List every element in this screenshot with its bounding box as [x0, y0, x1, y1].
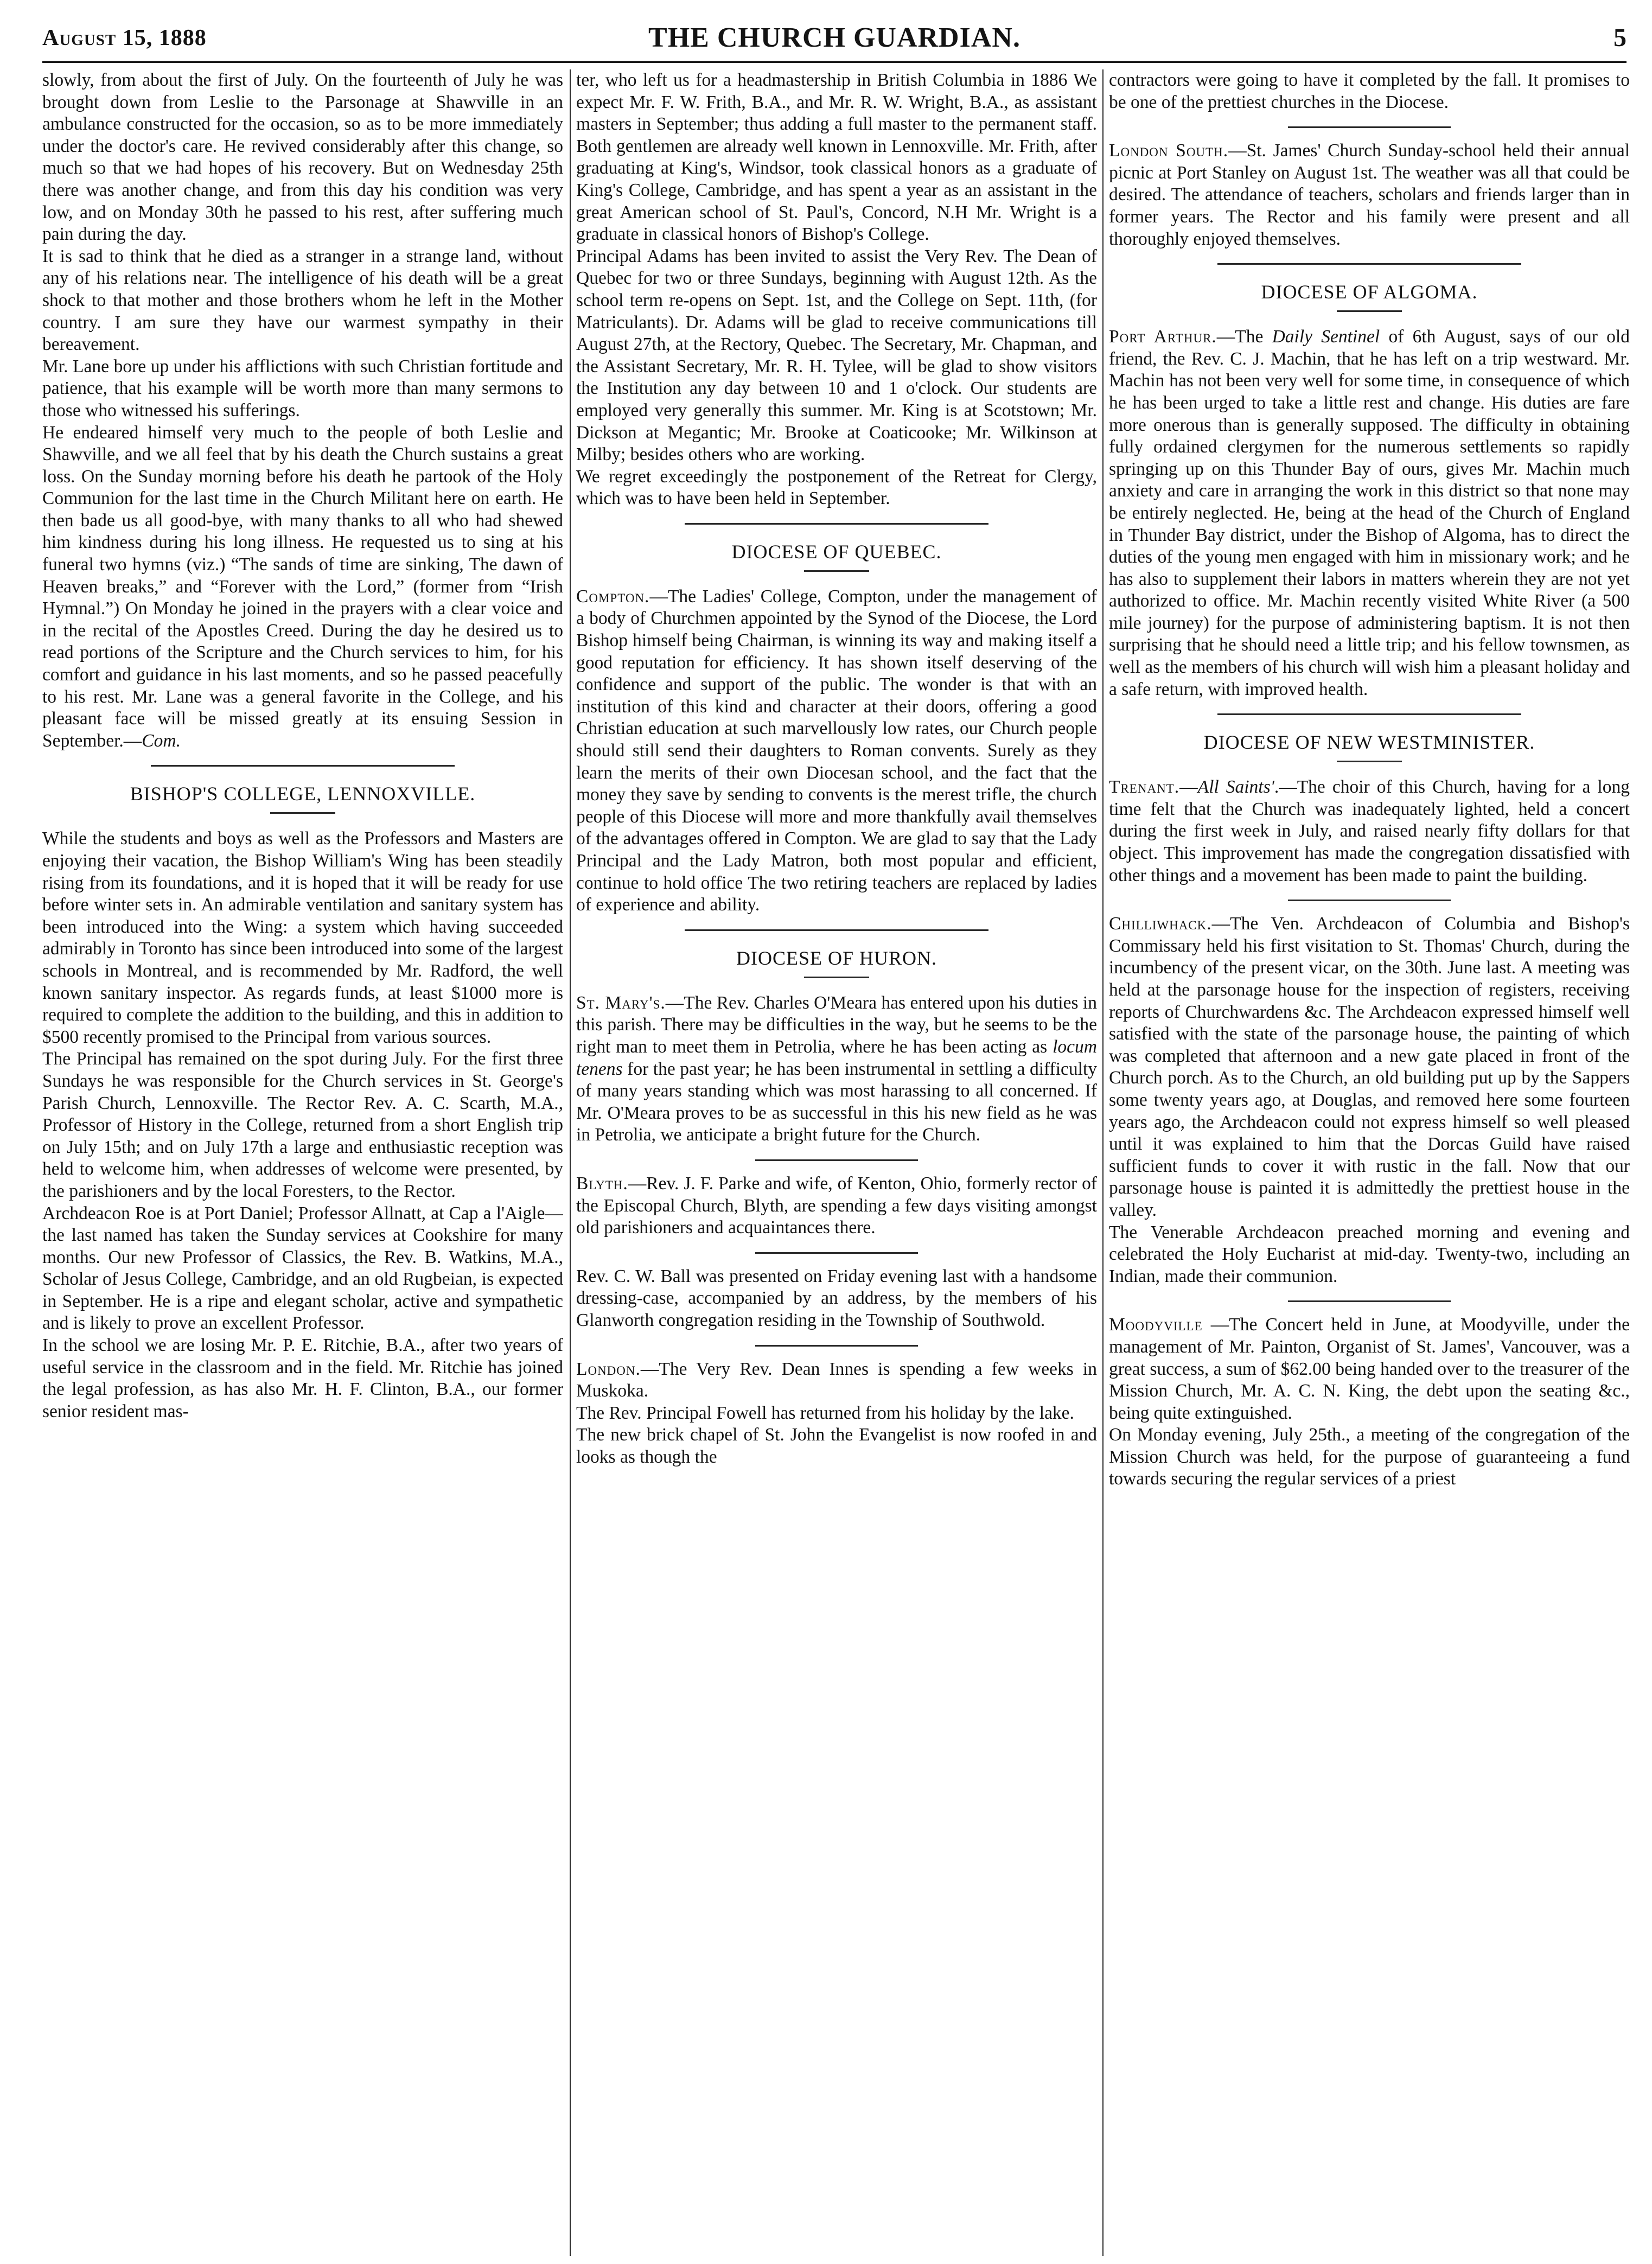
paragraph-text: —The Ladies' College, Compton, under the management of a body of Churchmen appointed by the Synod of the Diocese, the Lord Bishop himself being Chairman, is winning its way and making itself a good reputation for efficiency. It has shown itself deserving of the confidence and support of the public. The wonder is that with an institution of this kind and character at their doors, offering a good Christian education at such marvellously low rates, our Church people should still send their daughters to Roman convents. Surely as they learn the merits of their own Diocesan school, and the fact that the money they save by sending to convents is the merest trifle, the church people of this Diocese will more and more thankfully avail themselves of the advantages offered in Compton. We are glad to say that the Lady Principal and the Lady Matron, both most popular and efficient, continue to hold office The two retiring teachers are replaced by ladies of experience and ability.	[576, 586, 1097, 915]
column-2	[576, 69, 1097, 2256]
place-lead: Blyth.	[576, 1173, 628, 1194]
section-heading-huron: DIOCESE OF HURON.	[736, 947, 937, 969]
paragraph	[1109, 776, 1630, 887]
paragraph-text: —The Very Rev. Dean Innes is spending a few weeks in Muskoka.	[576, 1359, 1097, 1401]
place-lead: Compton.	[576, 586, 650, 607]
item-rule	[755, 1252, 918, 1254]
paragraph: The Rev. Principal Fowell has returned from his holiday by the lake.	[576, 1402, 1074, 1423]
paragraph: It is sad to think that he died as a stranger in a strange land, without any of his relations near. The intelligence of his death will be a great shock to that mother and those brothers whom he left in the Mother country. I am sure they have our warmest sympathy in their bereavement.	[42, 246, 563, 355]
paragraph-text: —	[1179, 777, 1198, 798]
section-heading-new-westminister: DIOCESE OF NEW WESTMINISTER.	[1203, 731, 1535, 754]
paragraph: The Venerable Archdeacon preached morning and evening and celebrated the Holy Eucharist at mid-day. Twenty-two, including an Indian, made their communion.	[1109, 1222, 1630, 1286]
item-rule	[755, 1159, 918, 1161]
column-1	[42, 69, 563, 2256]
paragraph-text: —The Concert held in June, at Moodyville, under the management of Mr. Painton, Organist of St. James', Vancouver, was a great success, a sum of $62.00 being handed over to the treasurer of the Mission Church, Mr. A. C. N. King, the debt upon the seating &c., being quite extinguished.	[1109, 1315, 1630, 1423]
newspaper-title: THE CHURCH GUARDIAN.	[648, 22, 1020, 53]
paragraph: The Principal has remained on the spot during July. For the first three Sundays he was responsible for the Church services in St. George's Parish Church, Lennoxville. The Rector Rev. A. C. Scarth, M.A., Professor of History in the College, returned from a short English trip on July 15th; and on July 17th a large and enthusiastic reception was held to welcome him, when addresses of welcome were presented, by the parishioners and by the local Foresters, to the Rector.	[42, 1049, 563, 1201]
paragraph	[42, 422, 563, 752]
page-number: 5	[1613, 23, 1627, 52]
paragraph	[1109, 913, 1630, 1221]
paragraph: ter, who left us for a headmastership in British Columbia in 1886 We expect Mr. F. W. Frith, B.A., and Mr. R. W. Wright, B.A., as assistant masters in September; thus adding a full master to the permanent staff. Both gentlemen are already well known in Lennoxville. Mr. Frith, after graduating at King's, Windsor, took classical honors as a graduate of King's College, Cambridge, and has spent a year as an assistant in the great American school of St. Paul's, Concord, N.H Mr. Wright is a graduate in classical honors of Bishop's College.	[576, 70, 1097, 245]
paragraph: On Monday evening, July 25th., a meeting of the congregation of the Mission Church was held, for the purpose of guaranteeing a fund towards securing the regular services of a priest	[1109, 1425, 1630, 1489]
paragraph-text: —St. James' Church Sunday-school held their annual picnic at Port Stanley on August 1st. The weather was all that could be desired. The attendance of teachers, scholars and friends larger than in former years. The Rector and his family were present and all thoroughly enjoyed themselves.	[1109, 141, 1630, 249]
paragraph-text: —The	[1216, 327, 1272, 347]
paragraph	[576, 992, 1097, 1146]
heading-rule	[804, 977, 869, 978]
paragraph-text: —The Rev. Charles O'Meara has entered upon his duties in this parish. There may be difficulties in the way, but he seems to be the right man to meet them in Petrolia, where he has been acting as	[576, 992, 1097, 1057]
paragraph	[576, 1359, 1097, 1402]
place-lead: London.	[576, 1359, 641, 1379]
paragraph: Principal Adams has been invited to assist the Very Rev. The Dean of Quebec for two or three Sundays, beginning with August 12th. As the school term re-opens on Sept. 1st, and the College on Sept. 11th, (for Matriculants). Dr. Adams will be glad to receive communications till August 27th, at the Rectory, Quebec. The Secretary, Mr. Chapman, and the Assistant Secretary, Mr. R. H. Tylee, will be glad to show visitors the Institution any day between 10 and 1 o'clock. Our students are employed very generally this summer. Mr. King is at Scotstown; Mr. Dickson at Megantic; Mr. Brooke at Coaticooke; Mr. Wilkinson at Milby; besides others who are working.	[576, 246, 1097, 465]
paragraph: While the students and boys as well as the Professors and Masters are enjoying their vacation, the Bishop William's Wing has been steadily rising from its foundations, and it is hoped that it will be ready for use before winter sets in. An admirable ventilation and sanitary system has been introduced into the Wing: a system which having succeeded admirably in Toronto has since been introduced into some of the largest schools in Montreal, and is recommended by Mr. Radford, the well known sanitary inspector. As regards funds, at least $1000 more is required to complete the addition to the building, and this in addition to $500 recently promised to the Principal from various sources.	[42, 828, 563, 1047]
item-rule	[1288, 900, 1451, 901]
paragraph: Archdeacon Roe is at Port Daniel; Professor Allnatt, at Cap a l'Aigle—the last named has taken the Sunday services at Cookshire for many months. Our new Professor of Classics, the Rev. B. Watkins, M.A., Scholar of Jesus College, Cambridge, and an old Rugbeian, is expected in September. He is a ripe and elegant scholar, active and sympathetic and is likely to prove an excellent Professor.	[42, 1203, 563, 1334]
place-lead: Trenant.	[1109, 777, 1180, 798]
paragraph: contractors were going to have it completed by the fall. It promises to be one of the prettiest churches in the Diocese.	[1109, 70, 1630, 112]
place-lead: Chilliwhack.	[1109, 914, 1212, 934]
paragraph	[1109, 140, 1630, 250]
paragraph-text: .—The choir of this Church, having for a long time felt that the Church was inadequately lighted, held a concert during the first week in July, and raised nearly fifty dollars for that object. This improvement has made the congregation dissatisfied with other things and a movement has been made to paint the building.	[1109, 777, 1630, 885]
heading-rule	[270, 812, 335, 814]
section-heading-algoma: DIOCESE OF ALGOMA.	[1261, 281, 1478, 303]
paragraph: Mr. Lane bore up under his afflictions with such Christian fortitude and patience, that his example will be worth more than many sermons to those who witnessed his sufferings.	[42, 356, 563, 420]
italic-phrase: locum tenens	[576, 1036, 1097, 1079]
italic-phrase: All Saints'	[1197, 777, 1274, 798]
paragraph	[1109, 326, 1630, 700]
paragraph	[576, 586, 1097, 916]
heading-rule	[1337, 761, 1402, 762]
paragraph-text: of 6th August, says of our old friend, the Rev. C. J. Machin, that he has left on a trip westward. Mr. Machin has not been very well for some time, in consequence of which he has been urged to take a little rest and change. His duties are fare more onerous than is generally supposed. The difficulty in obtaining fully ordained clergymen for the numerous settlements so rapidly springing up on this Thunder Bay of ours, gives Mr. Machin much anxiety and care in arranging the work in this district so that none may be entirely neglected. He, being at the head of the Church of England in Thunder Bay district, under the Bishop of Algoma, has to direct the duties of the young men engaged with him in missionary work; and he has also to supplement their labors in matters wherein they are not yet authorized to office. Mr. Machin recently visited White River (a 500 mile journey) for the purpose of administering baptism. It is not then surprising that he should need a little trip; and his fellow townsmen, as well as the members of his church will wish him a pleasant holiday and a safe return, with improved health.	[1109, 327, 1630, 699]
issue-date: August 15, 1888	[42, 25, 207, 50]
paragraph-text: —The Ven. Archdeacon of Columbia and Bishop's Commissary held his first visitation to St. Thomas' Church, during the incumbency of the present vicar, on the 30th. June last. A meeting was held at the parsonage house for the inspection of registers, receiving reports of Churchwardens &c. The Archdeacon expressed himself well satisfied with the state of the parsonage house, the painting of which was completed that afternoon and a new gate placed in front of the Church porch. As to the Church, an old building put up by the Sappers some twenty years ago, at Douglas, and removed here some fourteen years ago, the Archdeacon could not express himself so well pleased until it was explained to him that the Dorcas Guild have raised sufficient funds to cover it with rustic in the fall. Now that our parsonage house is painted it is admittedly the prettiest house in the valley.	[1109, 914, 1630, 1220]
section-rule	[685, 523, 988, 525]
paragraph	[1109, 1314, 1630, 1424]
paragraph-text: —Rev. J. F. Parke and wife, of Kenton, Ohio, formerly rector of the Episcopal Church, Blyth, are spending a few days visiting amongst old parishioners and acquaintances there.	[576, 1173, 1097, 1238]
paragraph: We regret exceedingly the postponement of the Retreat for Clergy, which was to have been held in September.	[576, 466, 1097, 509]
column-divider	[1102, 69, 1104, 2256]
place-lead: Moodyville	[1109, 1315, 1203, 1335]
place-lead: London South.	[1109, 141, 1229, 161]
item-rule	[755, 1345, 918, 1347]
paragraph: Rev. C. W. Ball was presented on Friday evening last with a handsome dressing-case, accompanied by an address, by the members of his Glanworth congregation residing in the Township of Southwold.	[576, 1266, 1097, 1330]
paragraph	[576, 1173, 1097, 1239]
item-rule	[1288, 126, 1451, 128]
paragraph-text: He endeared himself very much to the people of both Leslie and Shawville, and we all feel that by his death the Church sustains a great loss. On the Sunday morning before his death he partook of the Holy Communion for the last time in the Church Militant here on earth. He then bade us all good-bye, with many thanks to all who had shewed him kindness during his long illness. He requested us to sing at his funeral two hymns (viz.) “The sands of time are sinking, The dawn of Heaven breaks,” and “Forever with the Lord,” (former from “Irish Hymnal.”) On Monday he joined in the prayers with a clear voice and in the recital of the Apostles Creed. During the day he desired us to read portions of the Scripture and the Church services to him, for his comfort and guidance in his last moments, and so he passed peacefully to his rest. Mr. Lane was a general favorite in the College, and his pleasant face will be missed greatly at its ensuing Session in September.—	[42, 422, 563, 751]
section-heading-quebec: DIOCESE OF QUEBEC.	[731, 540, 942, 563]
section-rule	[1217, 263, 1521, 265]
place-lead: Port Arthur.	[1109, 327, 1217, 347]
column-divider	[570, 69, 571, 2256]
section-rule	[151, 765, 455, 767]
paragraph: In the school we are losing Mr. P. E. Ritchie, B.A., after two years of useful service in the classroom and in the field. Mr. Ritchie has joined the legal profession, as has also Mr. H. F. Clinton, B.A., our former senior resident mas-	[42, 1335, 563, 1421]
item-rule	[1288, 1300, 1451, 1302]
paragraph: The new brick chapel of St. John the Evangelist is now roofed in and looks as though the	[576, 1425, 1097, 1467]
section-rule	[1217, 713, 1521, 715]
place-lead: St. Mary's.	[576, 992, 666, 1013]
paragraph-text: for the past year; he has been instrumental in settling a difficulty of many years standing which was most harassing to all concerned. If Mr. O'Meara proves to be as successful in this his new field as he was in Petrolia, we anticipate a bright future for the Church.	[576, 1058, 1097, 1145]
header-rule	[42, 61, 1627, 63]
heading-rule	[804, 570, 869, 572]
section-rule	[685, 929, 988, 931]
heading-rule	[1337, 310, 1402, 312]
paragraph: slowly, from about the first of July. On the fourteenth of July he was brought down from Leslie to the Parsonage at Shawville in an ambulance constructed for the occasion, so as to be more immediately under the doctor's care. He revived considerably after this change, so much so that we had hopes of his recovery. But on Wednesday 25th there was another change, and from this day his condition was very low, and on Monday 30th he passed to his rest, after suffering much pain during the day.	[42, 70, 563, 245]
signature: Com.	[142, 730, 181, 751]
italic-phrase: Daily Sentinel	[1272, 327, 1380, 347]
masthead	[42, 15, 1627, 59]
column-3	[1109, 69, 1630, 2256]
section-heading-bishops-college: BISHOP'S COLLEGE, LENNOXVILLE.	[130, 783, 476, 805]
